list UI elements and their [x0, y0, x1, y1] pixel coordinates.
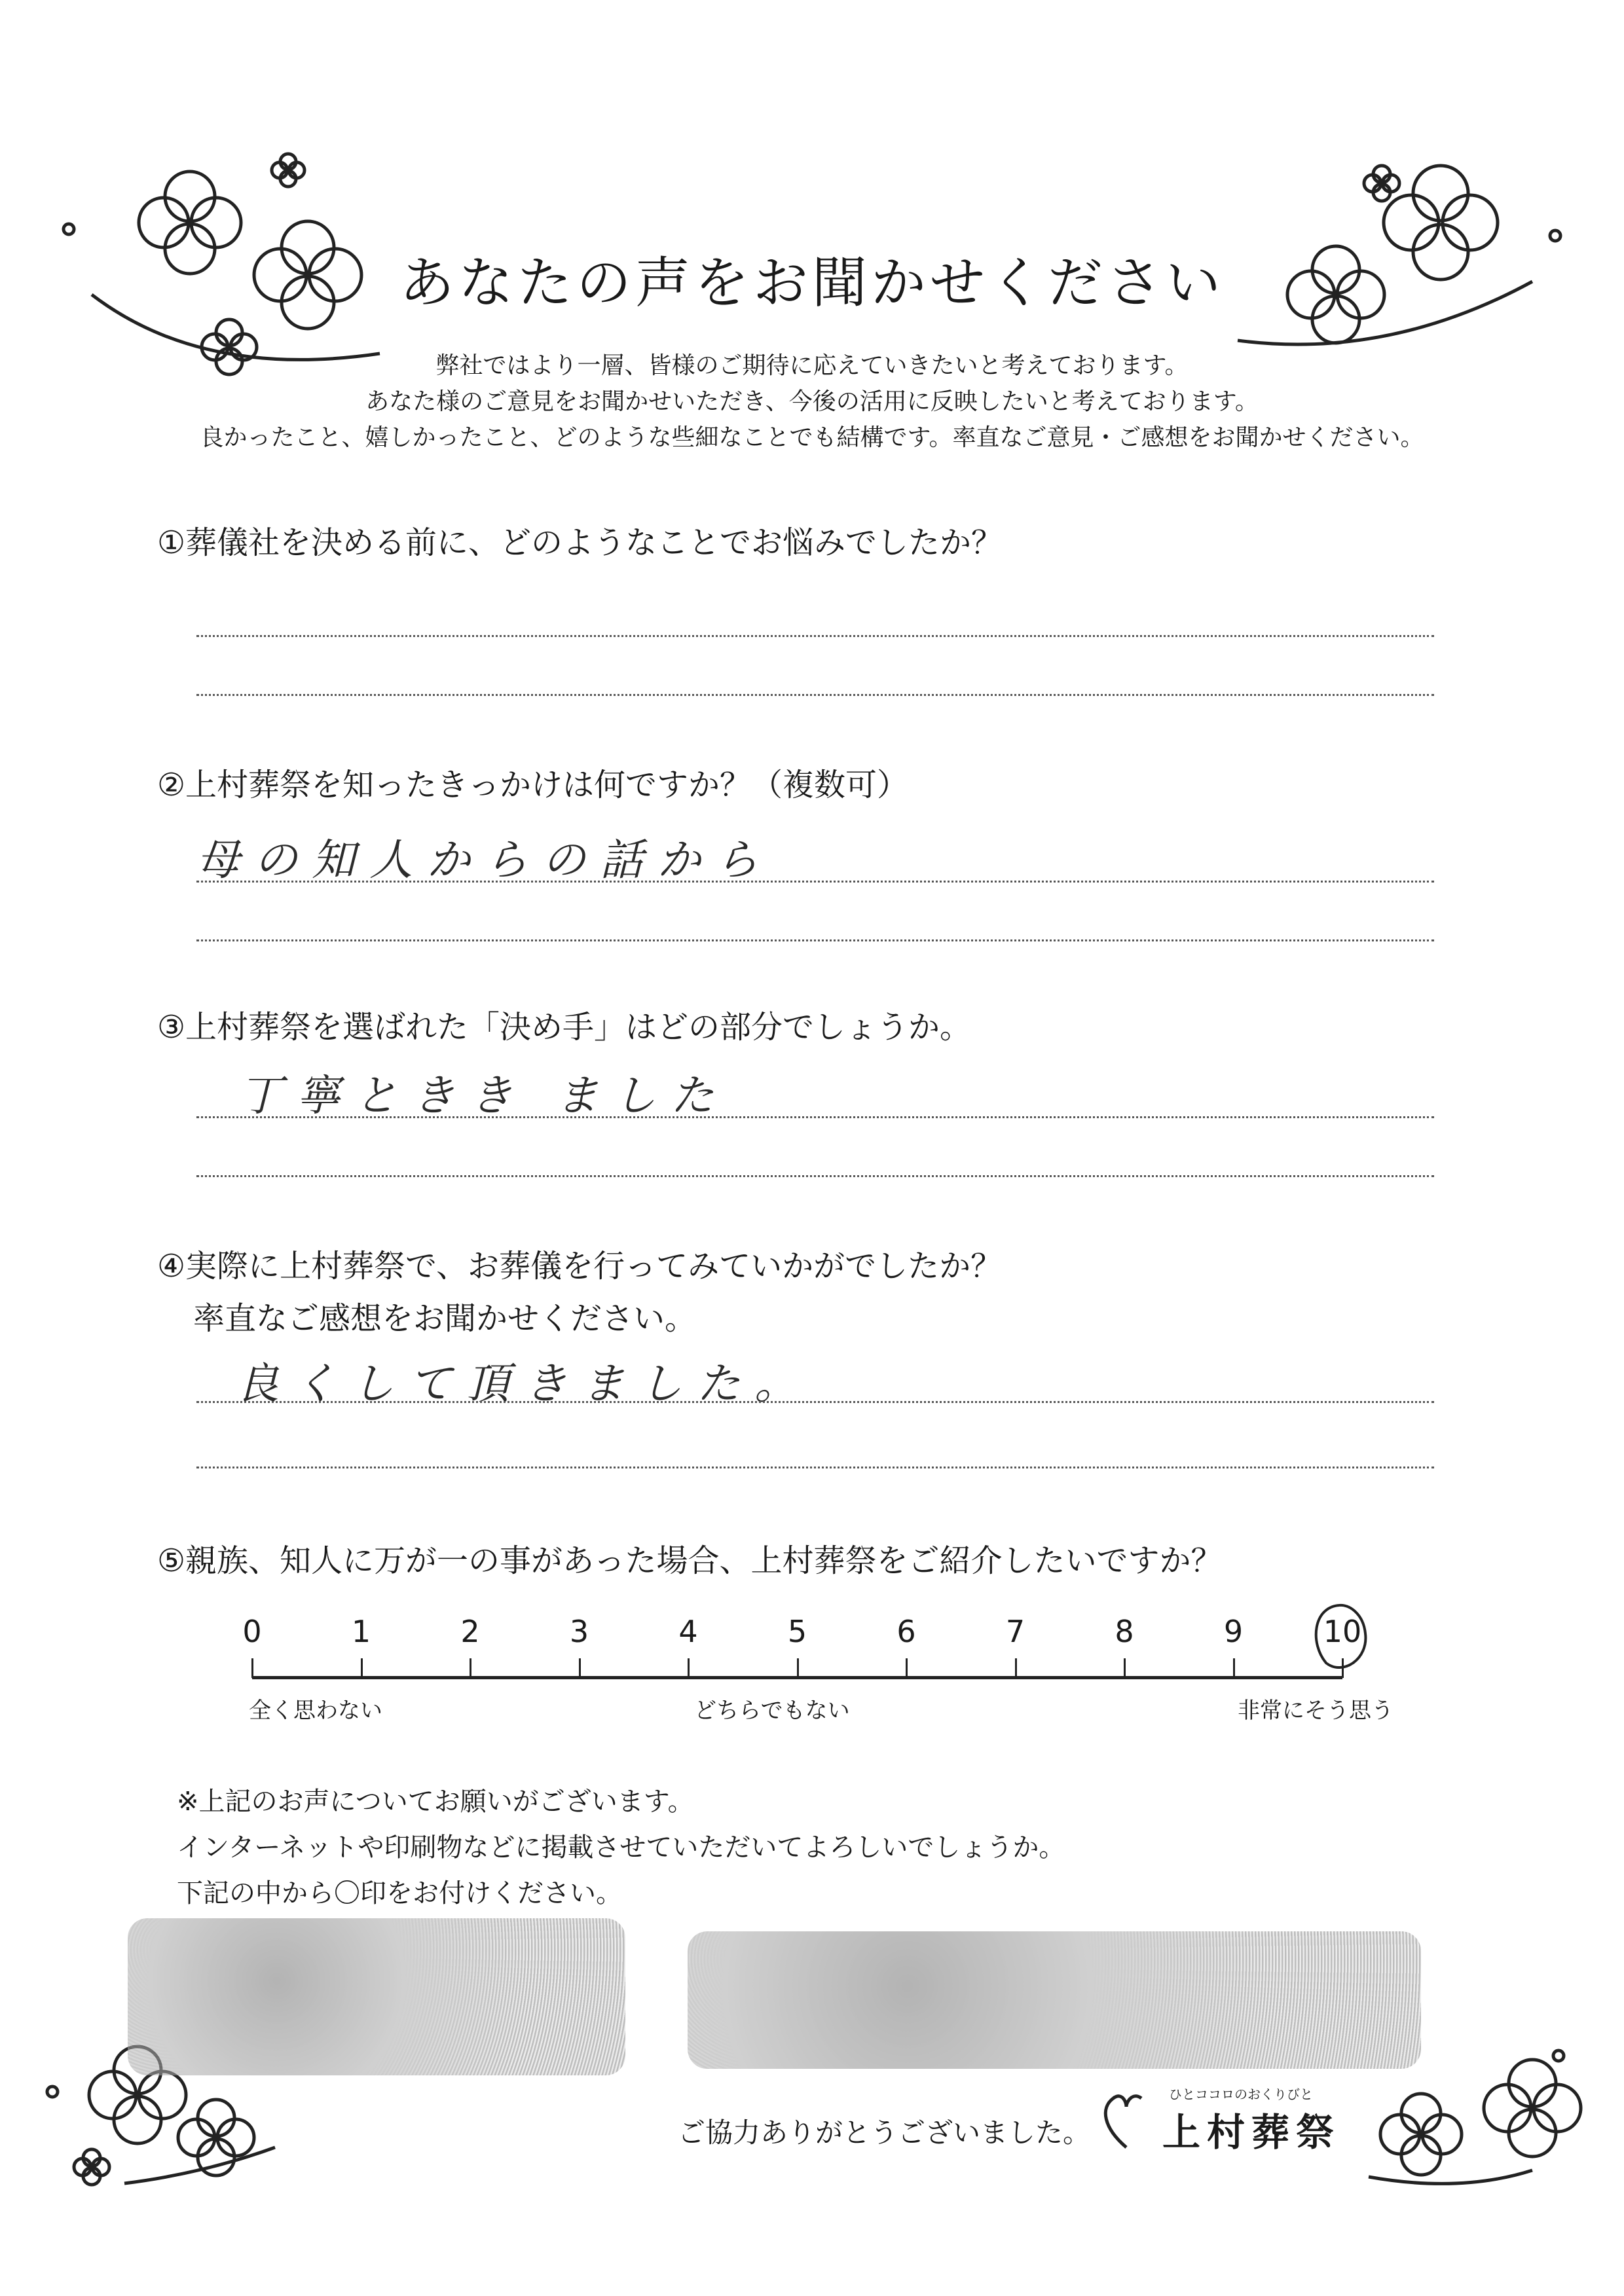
scale-tick [579, 1658, 581, 1678]
scale-number-5[interactable]: 5 [787, 1614, 807, 1649]
scale-tick [906, 1658, 908, 1678]
scale-number-6[interactable]: 6 [896, 1614, 916, 1649]
question-3-label: ③上村葬祭を選ばれた「決め手」はどの部分でしょうか。 [157, 1009, 972, 1046]
scale-number-2[interactable]: 2 [460, 1614, 480, 1649]
scale-number-7[interactable]: 7 [1005, 1614, 1025, 1649]
scale-tick [470, 1658, 471, 1678]
selected-circle-mark [1303, 1597, 1382, 1689]
answer-line [196, 881, 1434, 883]
scale-number-8[interactable]: 8 [1115, 1614, 1134, 1649]
redacted-area-left [128, 1918, 625, 2075]
question-5-label: ⑤親族、知人に万が一の事があった場合、上村葬祭をご紹介したいですか？ [157, 1542, 1223, 1579]
question-2-label: ②上村葬祭を知ったきっかけは何ですか？（複数可） [157, 767, 909, 803]
scale-tick [1233, 1658, 1235, 1678]
question-4-sublabel: 率直なご感想をお聞かせください。 [193, 1300, 697, 1337]
answer-line [196, 694, 1434, 696]
scale-tick [361, 1658, 363, 1678]
scale-number-1[interactable]: 1 [351, 1614, 371, 1649]
logo-tagline: ひとココロのおくりびと [1169, 2086, 1313, 2102]
thanks-message: ご協力ありがとうございました。 [678, 2117, 1091, 2149]
answer-line [196, 1467, 1434, 1468]
heart-logo-icon [1097, 2088, 1156, 2154]
scale-tick [688, 1658, 690, 1678]
redacted-area-right [688, 1931, 1421, 2069]
answer-line [196, 1116, 1434, 1118]
intro-line-1: 弊社ではより一層、皆様のご期待に応えていきたいと考えております。 [435, 352, 1189, 379]
scale-number-10[interactable]: 10 [1323, 1614, 1362, 1649]
page-title: あなたの声をお聞かせください [399, 251, 1225, 315]
scale-label-low: 全く思わない [249, 1698, 382, 1724]
answer-line [196, 1401, 1434, 1403]
scale-number-0[interactable]: 0 [242, 1614, 262, 1649]
answer-line [196, 635, 1434, 637]
scale-tick [1124, 1658, 1126, 1678]
scale-number-4[interactable]: 4 [678, 1614, 698, 1649]
logo-name: 上村葬祭 [1162, 2110, 1341, 2155]
rating-scale-line [252, 1676, 1342, 1679]
question-2-answer: 母の知人からの話から [196, 835, 773, 885]
question-3-answer: 丁寧ときき ました [239, 1070, 728, 1121]
scale-label-high: 非常にそう思う [1238, 1698, 1393, 1724]
intro-line-3: 良かったこと、嬉しかったこと、どのような些細なことでも結構です。率直なご意見・ご感想をお聞かせください。 [200, 424, 1424, 451]
question-1-label: ①葬儀社を決める前に、どのようなことでお悩みでしたか？ [157, 524, 1003, 561]
scale-tick [251, 1658, 253, 1678]
note-line-2: インターネットや印刷物などに掲載させていただいてよろしいでしょうか。 [177, 1832, 1065, 1863]
question-4-answer: 良くして頂きました。 [236, 1358, 812, 1409]
intro-line-2: あなた様のご意見をお聞かせいただき、今後の活用に反映したいと考えております。 [365, 388, 1259, 415]
scale-label-mid: どちらでもない [694, 1698, 850, 1724]
question-4-label: ④実際に上村葬祭で、お葬儀を行ってみていかがでしたか？ [157, 1248, 1003, 1285]
scale-number-3[interactable]: 3 [569, 1614, 589, 1649]
answer-line [196, 939, 1434, 941]
answer-line [196, 1175, 1434, 1177]
scale-tick [1015, 1658, 1017, 1678]
scale-number-9[interactable]: 9 [1223, 1614, 1244, 1649]
note-line-3: 下記の中から〇印をお付けください。 [177, 1878, 622, 1908]
note-line-1: ※上記のお声についてお願いがございます。 [177, 1787, 694, 1817]
scale-tick [797, 1658, 799, 1678]
